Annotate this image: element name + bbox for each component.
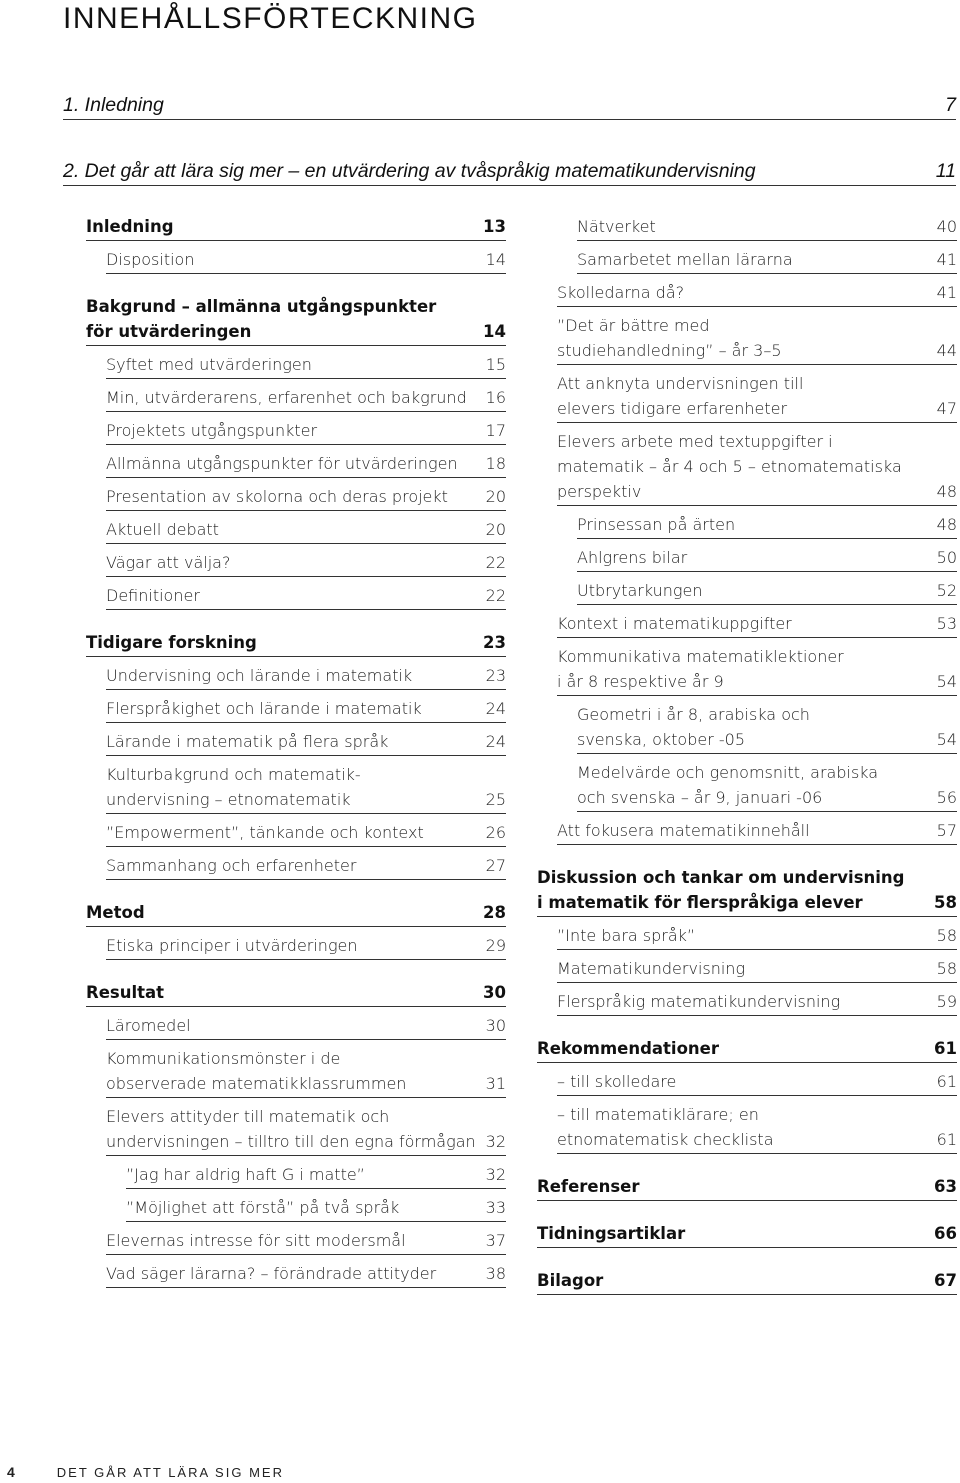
- toc-entry[interactable]: [557, 956, 957, 983]
- toc-entry-label: Att anknyta undervisningen till elevers tidigare erfarenheter: [557, 374, 804, 418]
- toc-entry-label: Samarbetet mellan lärarna: [577, 250, 793, 269]
- toc-entry-page: 25: [485, 790, 506, 809]
- toc-entry-page: 54: [936, 672, 957, 691]
- toc-entry-page: 38: [485, 1264, 506, 1283]
- toc-entry-label: Metod: [86, 903, 145, 922]
- toc-entry-label: Allmänna utgångspunkter för utvärderingen: [106, 454, 458, 473]
- toc-entry-page: 41: [936, 283, 957, 302]
- toc-entry-label: ”Det är bättre med studiehandledning” – år 3–5: [557, 316, 782, 360]
- toc-entry-label: Min, utvärderarens, erfarenhet och bakgrund: [106, 388, 467, 407]
- toc-entry-page: 54: [936, 730, 957, 749]
- toc-entry-label: Kontext i matematikuppgifter: [557, 614, 792, 633]
- toc-entry[interactable]: [557, 280, 957, 307]
- toc-entry-page: 61: [936, 1130, 957, 1149]
- toc-entry[interactable]: [537, 1174, 957, 1201]
- toc-entry-page: 53: [936, 614, 957, 633]
- toc-entry[interactable]: [106, 517, 506, 544]
- toc-entry-page: 67: [934, 1271, 957, 1290]
- toc-entry-page: 20: [485, 487, 506, 506]
- toc-entry-label: Referenser: [537, 1177, 640, 1196]
- toc-entry-label: Kommunikativa matematiklektioner i år 8 respektive år 9: [557, 647, 844, 691]
- toc-entry-label: Ahlgrens bilar: [577, 548, 688, 567]
- chapter-label: 2. Det går att lära sig mer – en utvärdering av tvåspråkig matematikundervisning: [63, 160, 756, 182]
- toc-entry-page: 33: [485, 1198, 506, 1217]
- toc-entry-label: Prinsessan på ärten: [577, 515, 736, 534]
- toc-entry[interactable]: [577, 545, 957, 572]
- toc-entry-label: Nätverket: [577, 217, 656, 236]
- toc-entry-label: Vad säger lärarna? – förändrade attityder: [106, 1264, 437, 1283]
- toc-entry-label: – till matematiklärare; en etnomatematisk checklista: [557, 1105, 774, 1149]
- toc-entry[interactable]: [106, 729, 506, 756]
- toc-entry-label: ”Empowerment”, tänkande och kontext: [106, 823, 424, 842]
- toc-entry-page: 59: [936, 992, 957, 1011]
- toc-entry[interactable]: [106, 663, 506, 690]
- toc-entry-label: Utbrytarkungen: [577, 581, 703, 600]
- toc-entry-page: 61: [934, 1039, 957, 1058]
- chapter-page: 7: [945, 94, 956, 116]
- toc-entry-label: Elevernas intresse för sitt modersmål: [106, 1231, 406, 1250]
- toc-entry-label: Syftet med utvärderingen: [106, 355, 312, 374]
- toc-entry-page: 23: [485, 666, 506, 685]
- toc-entry-label: Geometri i år 8, arabiska och svenska, oktober -05: [577, 705, 810, 749]
- toc-entry-label: Läromedel: [106, 1016, 191, 1035]
- toc-entry-page: 58: [936, 959, 957, 978]
- page-title: INNEHÅLLSFÖRTECKNING: [63, 2, 478, 35]
- toc-entry[interactable]: [106, 1013, 506, 1040]
- toc-entry[interactable]: [577, 760, 957, 812]
- toc-entry-label: Aktuell debatt: [106, 520, 219, 539]
- toc-entry[interactable]: [106, 247, 506, 274]
- toc-entry-label: Bilagor: [537, 1271, 604, 1290]
- toc-entry-page: 15: [485, 355, 506, 374]
- chapter-label: 1. Inledning: [63, 94, 164, 116]
- toc-entry[interactable]: [86, 214, 506, 241]
- toc-chapter-2[interactable]: [63, 150, 956, 186]
- toc-entry[interactable]: [537, 865, 957, 917]
- toc-entry-label: Etiska principer i utvärderingen: [106, 936, 358, 955]
- toc-entry-label: Elevers attityder till matematik och undervisningen – tilltro till den egna förmågan: [106, 1107, 476, 1151]
- toc-entry[interactable]: [106, 1104, 506, 1156]
- toc-entry-page: 57: [936, 821, 957, 840]
- toc-entry-label: Presentation av skolorna och deras projekt: [106, 487, 448, 506]
- toc-entry-page: 16: [485, 388, 506, 407]
- toc-entry[interactable]: [106, 1261, 506, 1288]
- toc-entry[interactable]: [126, 1195, 506, 1222]
- toc-entry[interactable]: [537, 1036, 957, 1063]
- toc-entry-label: Kommunikationsmönster i de observerade matematikklassrummen: [106, 1049, 407, 1093]
- toc-entry[interactable]: [106, 933, 506, 960]
- toc-entry-label: ”Inte bara språk”: [557, 926, 696, 945]
- toc-entry-label: Att fokusera matematikinnehåll: [557, 821, 810, 840]
- toc-entry[interactable]: [557, 1102, 957, 1154]
- toc-entry-page: 32: [485, 1165, 506, 1184]
- toc-entry[interactable]: [557, 818, 957, 845]
- toc-entry-page: 14: [483, 322, 506, 341]
- toc-entry-label: ”Möjlighet att förstå” på två språk: [126, 1198, 400, 1217]
- page-footer: [7, 1464, 284, 1480]
- toc-entry-page: 14: [485, 250, 506, 269]
- toc-entry[interactable]: [537, 1268, 957, 1295]
- toc-entry[interactable]: [106, 583, 506, 610]
- toc-entry[interactable]: [106, 853, 506, 880]
- toc-entry-page: 27: [485, 856, 506, 875]
- toc-entry[interactable]: [106, 696, 506, 723]
- toc-entry[interactable]: [86, 630, 506, 657]
- toc-entry-label: Tidningsartiklar: [537, 1224, 686, 1243]
- toc-entry[interactable]: [106, 762, 506, 814]
- toc-entry[interactable]: [577, 214, 957, 241]
- toc-entry-page: 58: [934, 893, 957, 912]
- toc-entry-page: 44: [936, 341, 957, 360]
- toc-entry-page: 58: [936, 926, 957, 945]
- toc-entry-page: 40: [936, 217, 957, 236]
- toc-entry-label: Bakgrund – allmänna utgångspunkter för utvärderingen: [86, 297, 437, 341]
- toc-entry-label: Elevers arbete med textuppgifter i matematik – år 4 och 5 – etnomatematiska perspektiv: [557, 432, 902, 501]
- toc-entry[interactable]: [86, 980, 506, 1007]
- toc-left-column: [86, 214, 506, 1288]
- toc-entry-label: Undervisning och lärande i matematik: [106, 666, 413, 685]
- toc-entry[interactable]: [537, 1221, 957, 1248]
- toc-entry-label: Skolledarna då?: [557, 283, 685, 302]
- toc-entry[interactable]: [106, 1046, 506, 1098]
- toc-entry-page: 30: [485, 1016, 506, 1035]
- toc-entry-page: 24: [485, 699, 506, 718]
- toc-entry-page: 17: [485, 421, 506, 440]
- toc-right-column: [537, 214, 957, 1295]
- toc-entry[interactable]: [557, 644, 957, 696]
- toc-entry[interactable]: [577, 247, 957, 274]
- toc-entry-label: Inledning: [86, 217, 174, 236]
- toc-entry-page: 29: [485, 936, 506, 955]
- toc-entry-page: 30: [483, 983, 506, 1002]
- toc-entry-label: ”Jag har aldrig haft G i matte”: [126, 1165, 365, 1184]
- toc-entry-page: 61: [936, 1072, 957, 1091]
- toc-entry[interactable]: [557, 923, 957, 950]
- toc-entry-label: Tidigare forskning: [86, 633, 257, 652]
- toc-entry-page: 26: [485, 823, 506, 842]
- toc-entry[interactable]: [106, 820, 506, 847]
- toc-entry-label: Vägar att välja?: [106, 553, 231, 572]
- toc-entry-label: Rekommendationer: [537, 1039, 719, 1058]
- toc-entry[interactable]: [106, 1228, 506, 1255]
- toc-entry[interactable]: [86, 294, 506, 346]
- toc-entry[interactable]: [126, 1162, 506, 1189]
- toc-entry-page: 13: [483, 217, 506, 236]
- toc-entry-page: 20: [485, 520, 506, 539]
- toc-entry-page: 56: [936, 788, 957, 807]
- toc-entry[interactable]: [577, 702, 957, 754]
- toc-entry-page: 22: [485, 586, 506, 605]
- toc-entry-label: Kulturbakgrund och matematik- undervisning – etnomatematik: [106, 765, 361, 809]
- toc-entry-label: Definitioner: [106, 586, 200, 605]
- toc-entry[interactable]: [106, 484, 506, 511]
- chapter-page: 11: [935, 160, 956, 182]
- toc-entry[interactable]: [557, 313, 957, 365]
- toc-entry[interactable]: [557, 371, 957, 423]
- toc-entry[interactable]: [106, 451, 506, 478]
- toc-entry[interactable]: [557, 611, 957, 638]
- toc-entry[interactable]: [86, 900, 506, 927]
- toc-entry[interactable]: [106, 418, 506, 445]
- toc-entry-label: Flerspråkighet och lärande i matematik: [106, 699, 422, 718]
- toc-entry-label: Matematikundervisning: [557, 959, 746, 978]
- toc-entry[interactable]: [557, 429, 957, 506]
- toc-entry-label: Projektets utgångspunkter: [106, 421, 318, 440]
- toc-entry-page: 31: [485, 1074, 506, 1093]
- toc-entry-page: 37: [485, 1231, 506, 1250]
- toc-entry-page: 47: [936, 399, 957, 418]
- toc-entry[interactable]: [106, 550, 506, 577]
- footer-running-title: DET GÅR ATT LÄRA SIG MER: [56, 1465, 284, 1480]
- toc-entry-page: 22: [485, 553, 506, 572]
- toc-entry[interactable]: [106, 352, 506, 379]
- toc-entry-page: 24: [485, 732, 506, 751]
- toc-entry-page: 50: [936, 548, 957, 567]
- toc-entry-label: Diskussion och tankar om undervisning i matematik för flerspråkiga elever: [537, 868, 905, 912]
- toc-entry[interactable]: [577, 578, 957, 605]
- toc-entry-page: 63: [934, 1177, 957, 1196]
- toc-entry-label: Resultat: [86, 983, 165, 1002]
- toc-entry-label: Sammanhang och erfarenheter: [106, 856, 357, 875]
- toc-entry-label: – till skolledare: [557, 1072, 677, 1091]
- toc-entry-page: 28: [483, 903, 506, 922]
- toc-entry-label: Lärande i matematik på flera språk: [106, 732, 389, 751]
- toc-entry[interactable]: [577, 512, 957, 539]
- footer-page-number: 4: [7, 1464, 17, 1480]
- toc-entry[interactable]: [106, 385, 506, 412]
- toc-entry-page: 48: [936, 482, 957, 501]
- toc-entry-label: Medelvärde och genomsnitt, arabiska och svenska – år 9, januari -06: [577, 763, 879, 807]
- toc-entry-page: 41: [936, 250, 957, 269]
- toc-entry-page: 23: [483, 633, 506, 652]
- toc-entry-page: 52: [936, 581, 957, 600]
- toc-entry-page: 48: [936, 515, 957, 534]
- toc-entry[interactable]: [557, 1069, 957, 1096]
- toc-entry-page: 32: [485, 1132, 506, 1151]
- toc-entry-page: 18: [485, 454, 506, 473]
- toc-entry-label: Flerspråkig matematikundervisning: [557, 992, 841, 1011]
- toc-chapter-1[interactable]: [63, 84, 956, 120]
- toc-entry-label: Disposition: [106, 250, 195, 269]
- toc-entry-page: 66: [934, 1224, 957, 1243]
- toc-entry[interactable]: [557, 989, 957, 1016]
